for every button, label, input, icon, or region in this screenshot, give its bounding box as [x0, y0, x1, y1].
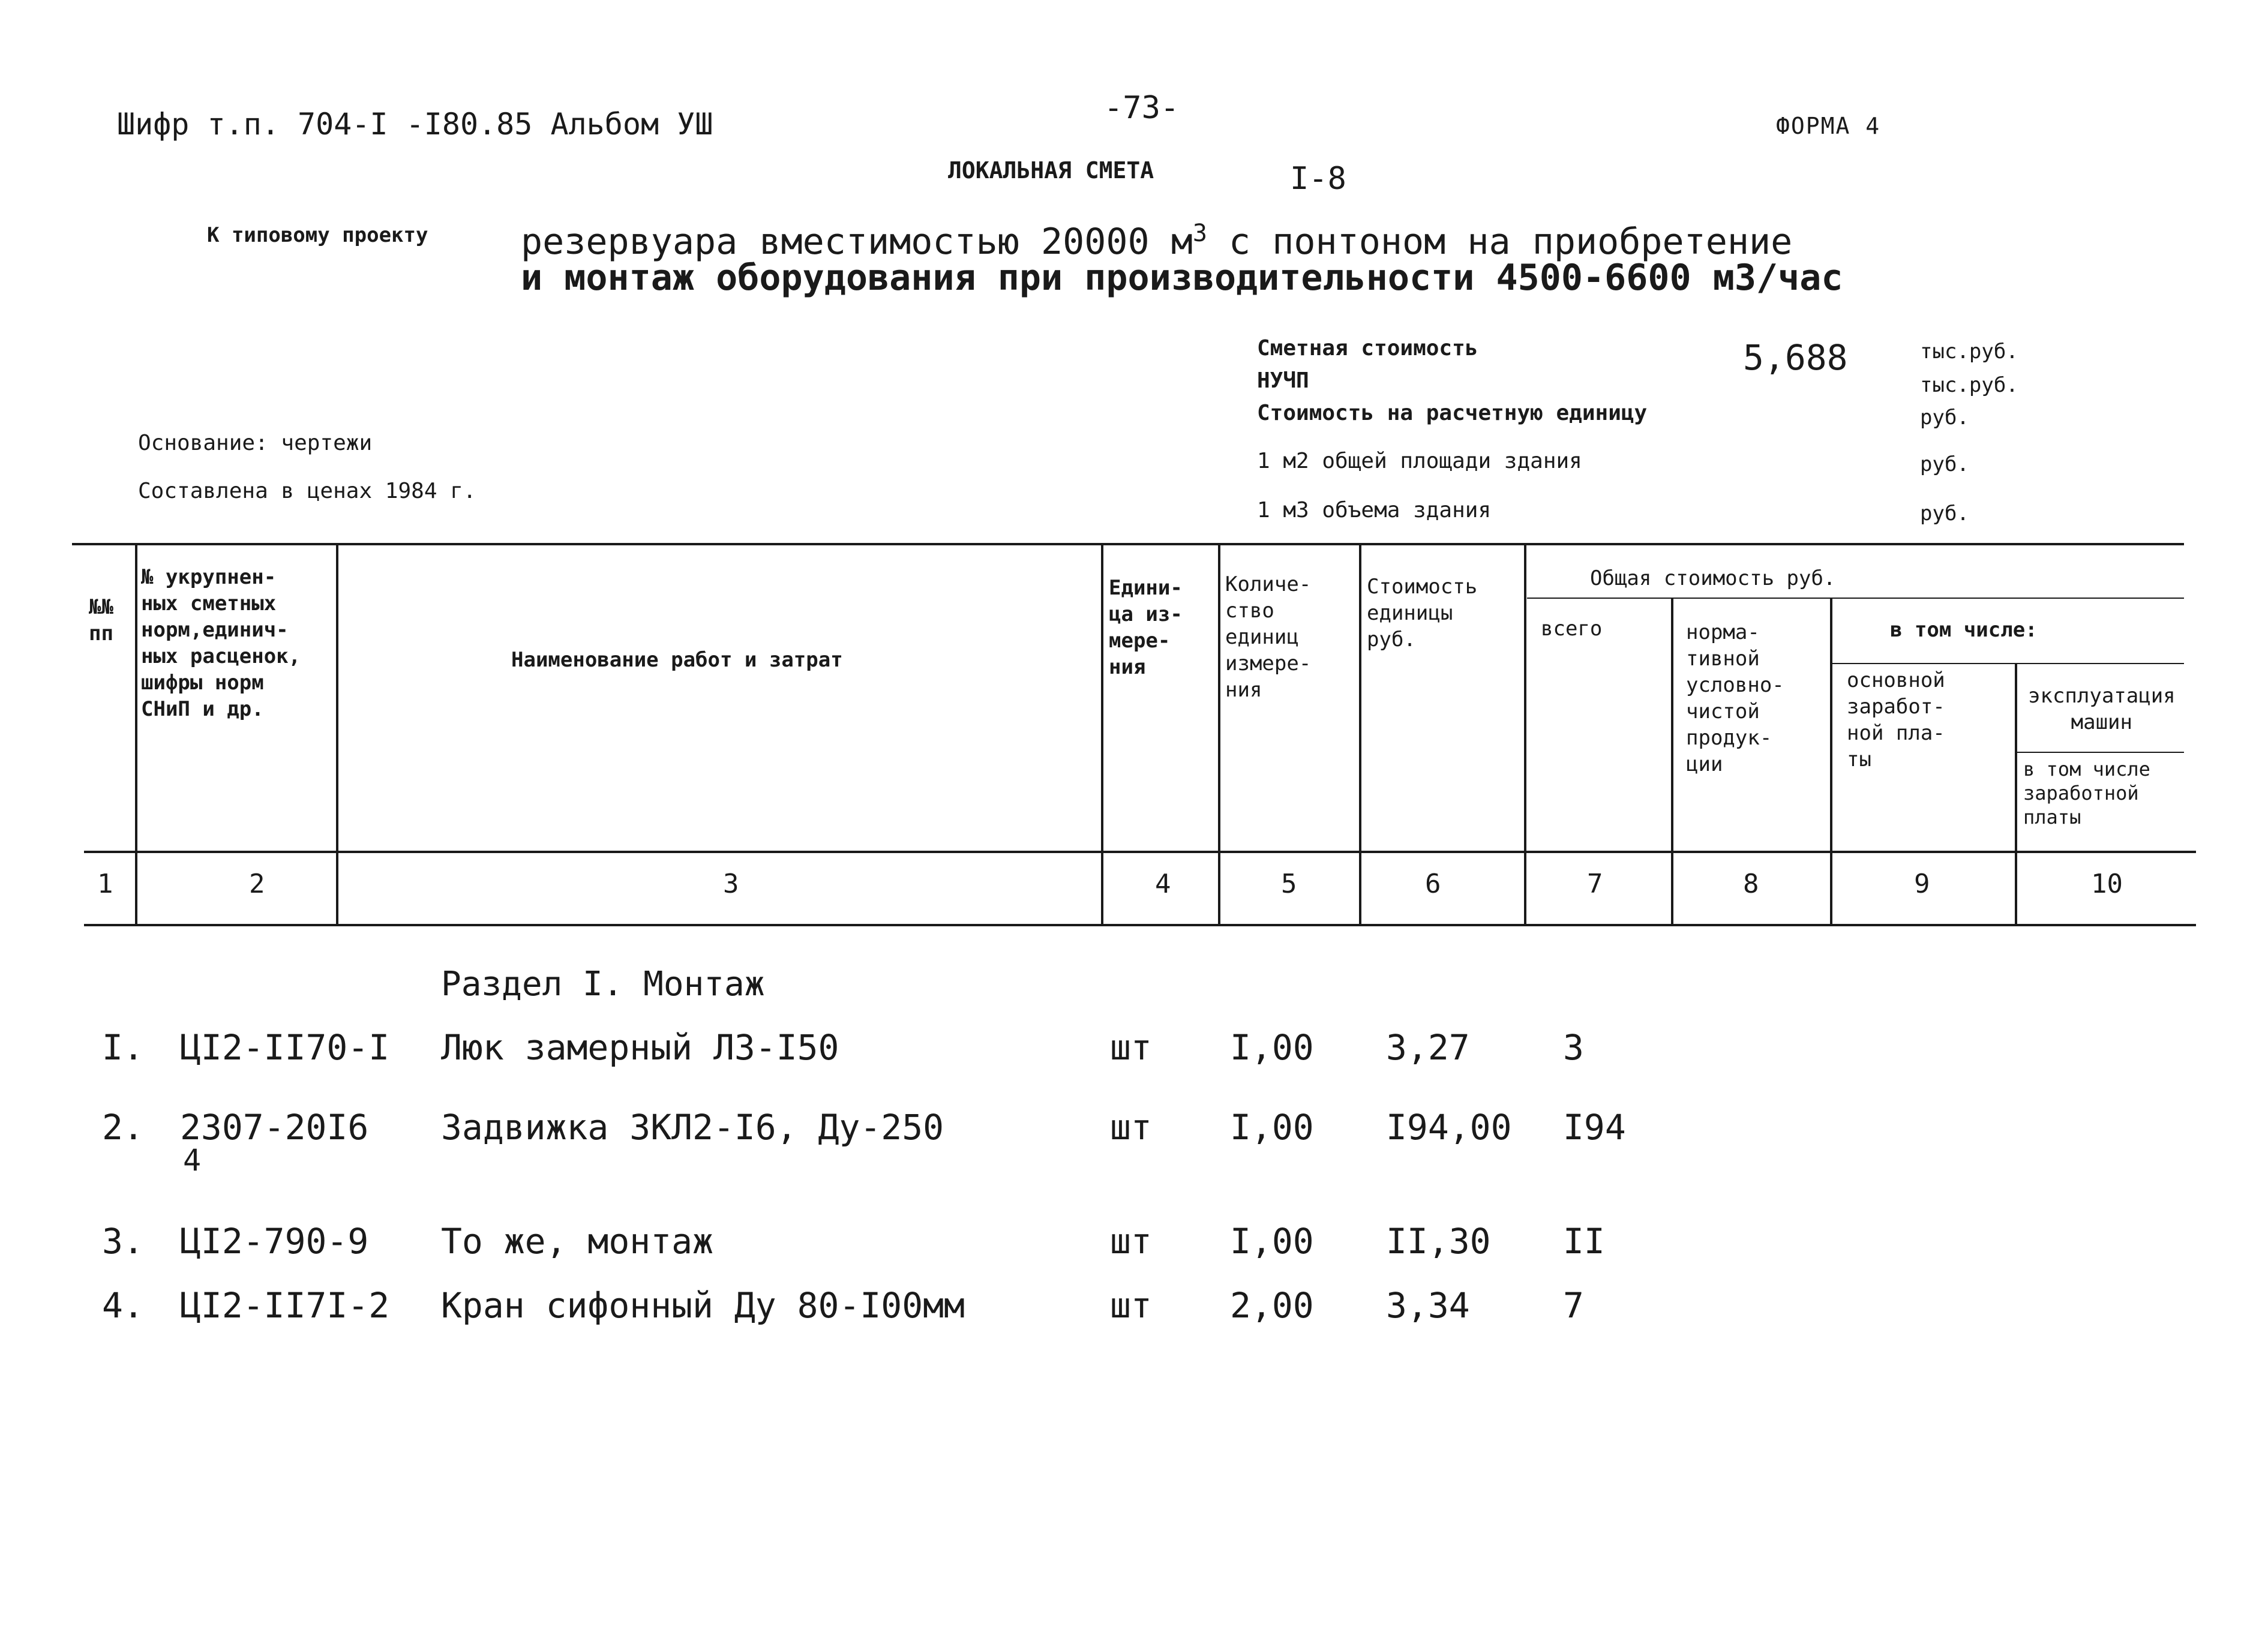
- per-unit-unit: руб.: [1920, 406, 1969, 430]
- row-code-subscript: 4: [183, 1143, 202, 1178]
- row-code: ЦI2-II7I-2: [180, 1285, 390, 1326]
- row-code: 2307-20I6: [180, 1107, 369, 1148]
- project-title-line1-post: с понтоном на приобретение: [1207, 221, 1793, 263]
- row-total: 7: [1563, 1285, 1584, 1326]
- header-col5: Количе- ство единиц измере- ния: [1225, 572, 1312, 702]
- row-total: I94: [1563, 1107, 1626, 1148]
- column-number-8: 8: [1743, 869, 1759, 899]
- basis-text: Основание: чертежи: [138, 431, 373, 455]
- header-col6: Стоимость единицы руб.: [1367, 575, 1478, 652]
- row-unit-price: 3,27: [1386, 1027, 1470, 1068]
- row-unit: шт: [1110, 1107, 1152, 1148]
- column-number-3: 3: [723, 869, 739, 899]
- row-number: 3.: [102, 1221, 144, 1262]
- column-number-7: 7: [1587, 869, 1603, 899]
- row-name: Люк замерный ЛЗ-I50: [441, 1027, 839, 1068]
- section-title: Раздел I. Монтаж: [441, 965, 765, 1004]
- row-unit-price: 3,34: [1386, 1285, 1470, 1326]
- document-cipher: Шифр т.п. 704-I -I80.85 Альбом УШ: [117, 107, 713, 142]
- estimate-cost-value: 5,688: [1743, 337, 1848, 378]
- per-m2-unit: руб.: [1920, 452, 1969, 476]
- row-quantity: 2,00: [1230, 1285, 1314, 1326]
- row-quantity: I,00: [1230, 1027, 1314, 1068]
- machines-sub-rule: [2016, 752, 2184, 753]
- column-number-2: 2: [249, 869, 265, 899]
- column-number-10: 10: [2091, 869, 2123, 899]
- estimate-cost-unit: тыс.руб.: [1920, 340, 2018, 364]
- header-col4: Едини- ца из- мере- ния: [1109, 576, 1183, 679]
- incl-group-rule: [1830, 663, 2184, 664]
- header-bottom-rule: [84, 851, 2196, 853]
- row-number: 4.: [102, 1285, 144, 1326]
- project-label: К типовому проекту: [207, 223, 428, 247]
- column-number-4: 4: [1155, 869, 1171, 899]
- row-total: II: [1563, 1221, 1605, 1262]
- total-group-rule: [1527, 598, 2184, 599]
- per-m3-unit: руб.: [1920, 502, 1969, 526]
- row-number: 2.: [102, 1107, 144, 1148]
- row-code: ЦI2-790-9: [180, 1221, 369, 1262]
- col-divider-1: [135, 543, 137, 924]
- table-top-rule: [72, 543, 2184, 545]
- row-number: I.: [102, 1027, 144, 1068]
- project-title-superscript: 3: [1192, 220, 1207, 247]
- row-name: Задвижка ЗКЛ2-I6, Ду-250: [441, 1107, 944, 1148]
- form-label: ФОРМА 4: [1776, 113, 1881, 139]
- estimate-cost-label: Сметная стоимость: [1257, 336, 1478, 361]
- header-total-group: Общая стоимость руб.: [1590, 566, 1836, 590]
- row-unit-price: II,30: [1386, 1221, 1491, 1262]
- col-divider-2: [336, 543, 338, 924]
- header-col2: № укрупнен- ных сметных норм,единич- ных расценок, шифры норм СНиП и др.: [141, 565, 301, 721]
- smeta-number: I-8: [1290, 161, 1346, 197]
- row-name: Кран сифонный Ду 80-I00мм: [441, 1285, 965, 1326]
- per-m2-label: 1 м2 общей площади здания: [1257, 449, 1582, 473]
- column-number-5: 5: [1281, 869, 1297, 899]
- col-divider-5: [1359, 543, 1361, 924]
- column-number-1: 1: [97, 869, 113, 899]
- col-divider-4: [1218, 543, 1220, 924]
- page-number: -73-: [1104, 90, 1180, 126]
- row-quantity: I,00: [1230, 1221, 1314, 1262]
- col-divider-7: [1671, 598, 1673, 924]
- header-col9: основной заработ- ной пла- ты: [1847, 668, 1945, 772]
- row-quantity: I,00: [1230, 1107, 1314, 1148]
- prices-year-text: Составлена в ценах 1984 г.: [138, 479, 476, 503]
- row-unit: шт: [1110, 1027, 1152, 1068]
- column-number-9: 9: [1914, 869, 1930, 899]
- row-code: ЦI2-II70-I: [180, 1027, 390, 1068]
- header-col10-sub: в том числе заработной платы: [2023, 758, 2150, 828]
- column-number-6: 6: [1425, 869, 1441, 899]
- col-divider-3: [1101, 543, 1103, 924]
- col-divider-8: [1830, 598, 1832, 924]
- col-divider-9: [2015, 663, 2017, 924]
- per-m3-label: 1 м3 объема здания: [1257, 498, 1492, 523]
- per-unit-label: Стоимость на расчетную единицу: [1257, 401, 1648, 425]
- header-col7: всего: [1541, 617, 1603, 641]
- project-title-line1-pre: резервуара вместимостью 20000 м: [521, 221, 1193, 263]
- header-col1: №№ пп: [89, 595, 113, 646]
- row-name: То же, монтаж: [441, 1221, 713, 1262]
- nuchp-unit: тыс.руб.: [1920, 373, 2018, 397]
- smeta-title: ЛОКАЛЬНАЯ СМЕТА: [948, 157, 1154, 184]
- header-col10: эксплуатация машин: [2028, 684, 2176, 734]
- header-col8: норма- тивной условно- чистой продук- ции: [1686, 620, 1784, 776]
- row-unit-price: I94,00: [1386, 1107, 1512, 1148]
- row-total: 3: [1563, 1027, 1584, 1068]
- header-col3: Наименование работ и затрат: [511, 648, 843, 672]
- row-unit: шт: [1110, 1285, 1152, 1326]
- nuchp-label: НУЧП: [1257, 368, 1309, 393]
- col-divider-6: [1524, 543, 1526, 924]
- row-unit: шт: [1110, 1221, 1152, 1262]
- project-title-line2: и монтаж оборудования при производительности 4500-6600 м3/час: [521, 257, 1843, 299]
- column-numbers-rule: [84, 924, 2196, 926]
- header-incl-group: в том числе:: [1890, 618, 2038, 642]
